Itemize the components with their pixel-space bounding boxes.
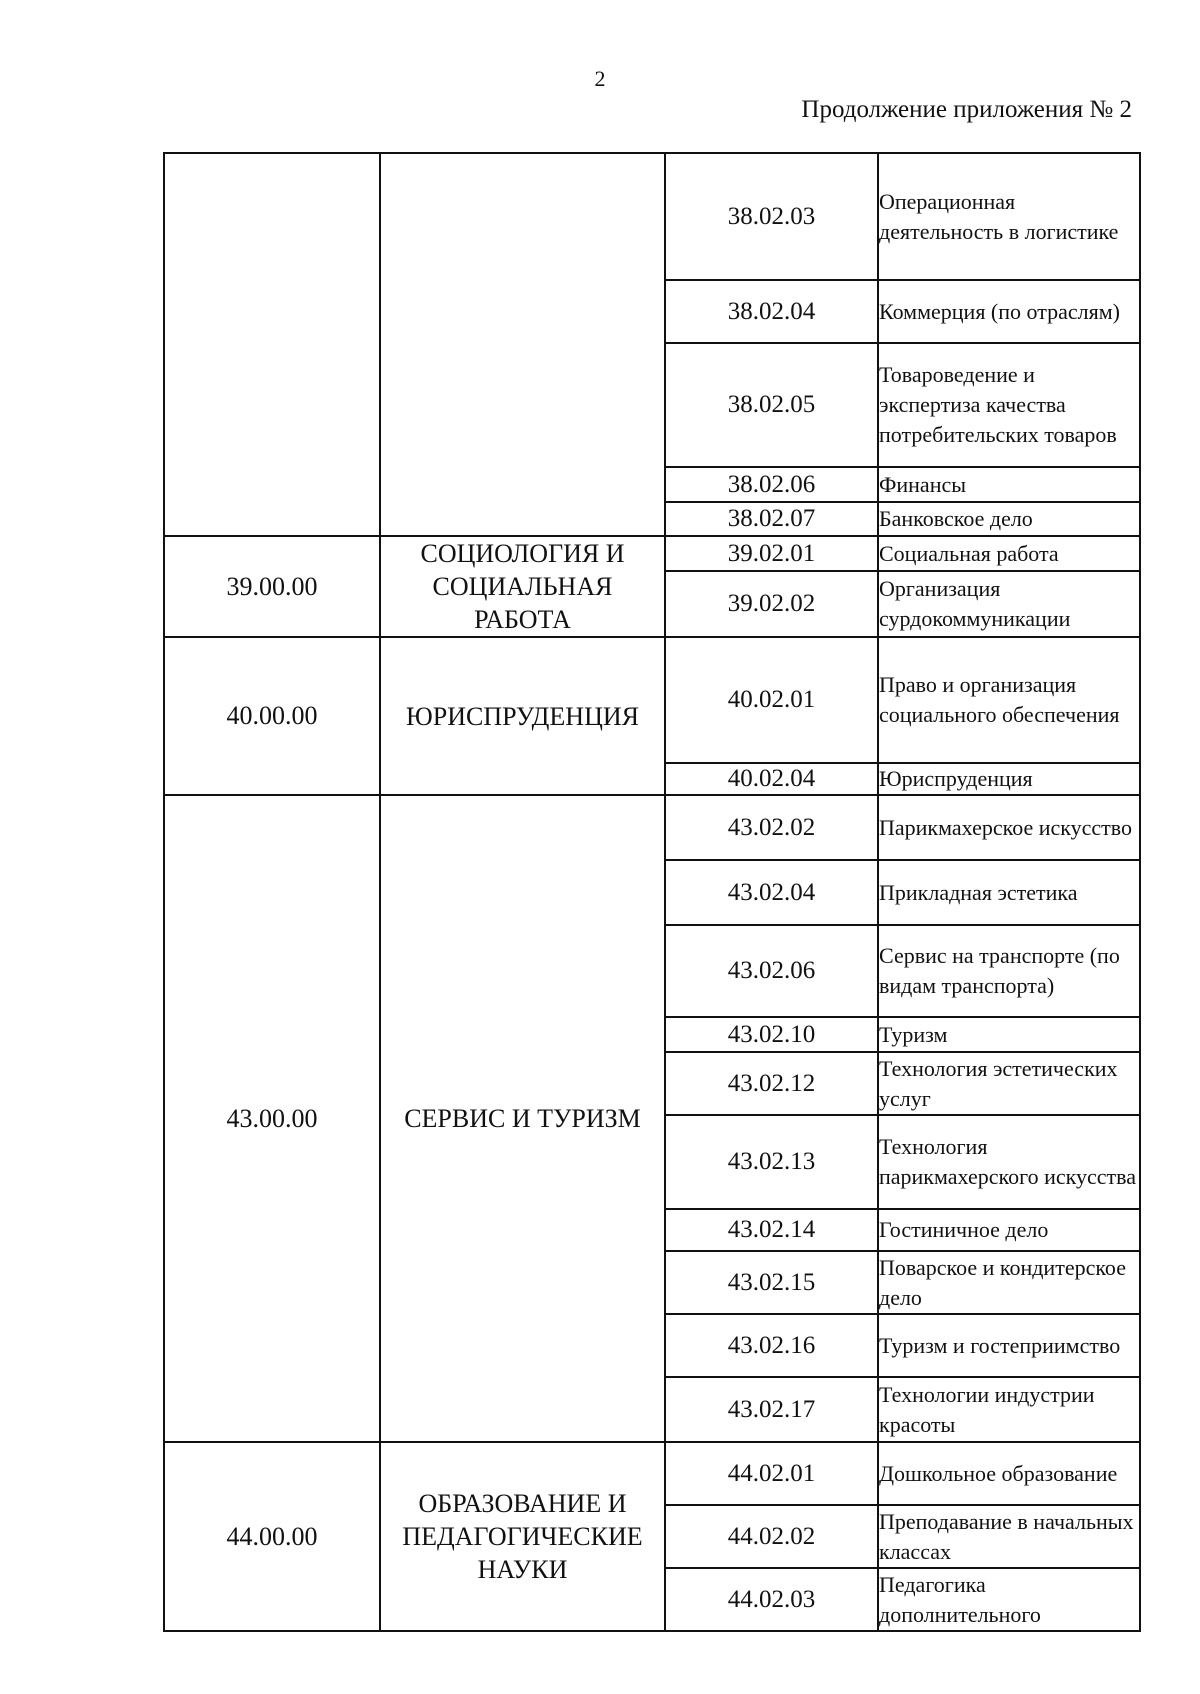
specialty-name: Юриспруденция xyxy=(878,763,1140,795)
specialty-code: 40.02.04 xyxy=(665,763,878,795)
specialty-code: 44.02.03 xyxy=(665,1568,878,1631)
group-code-cell: 44.00.00 xyxy=(164,1442,380,1631)
specialties-table xyxy=(163,152,1141,1632)
specialty-name: Парикмахерское искусство xyxy=(878,795,1140,860)
specialty-code: 39.02.01 xyxy=(665,536,878,571)
specialty-name: Поварское и кондитерское дело xyxy=(878,1251,1140,1314)
specialty-name: Туризм xyxy=(878,1017,1140,1052)
group-name-cell: СОЦИОЛОГИЯ И СОЦИАЛЬНАЯ РАБОТА xyxy=(380,536,665,637)
specialty-name: Прикладная эстетика xyxy=(878,860,1140,925)
specialty-code: 38.02.06 xyxy=(665,467,878,502)
group-code-cell xyxy=(164,153,380,536)
specialty-code: 38.02.03 xyxy=(665,153,878,280)
specialty-name: Преподавание в начальных классах xyxy=(878,1505,1140,1568)
appendix-continuation-caption: Продолжение приложения № 2 xyxy=(801,96,1132,123)
group-code-cell: 39.00.00 xyxy=(164,536,380,637)
specialty-name: Финансы xyxy=(878,467,1140,502)
specialty-name: Технология эстетических услуг xyxy=(878,1052,1140,1115)
specialty-code: 43.02.16 xyxy=(665,1314,878,1377)
specialty-name: Гостиничное дело xyxy=(878,1209,1140,1251)
specialty-code: 43.02.10 xyxy=(665,1017,878,1052)
specialty-code: 43.02.06 xyxy=(665,925,878,1017)
specialty-code: 43.02.02 xyxy=(665,795,878,860)
group-name-cell: ЮРИСПРУДЕНЦИЯ xyxy=(380,637,665,795)
specialty-name: Социальная работа xyxy=(878,536,1140,571)
specialty-name: Педагогика дополнительного xyxy=(878,1568,1140,1631)
page-number: 2 xyxy=(594,66,606,91)
specialty-name: Технология парикмахерского искусства xyxy=(878,1115,1140,1209)
group-code-cell: 43.00.00 xyxy=(164,795,380,1442)
specialty-code: 38.02.05 xyxy=(665,343,878,467)
specialty-code: 38.02.07 xyxy=(665,502,878,536)
specialty-name: Сервис на транспорте (по видам транспорта) xyxy=(878,925,1140,1017)
specialty-code: 43.02.17 xyxy=(665,1377,878,1442)
specialty-code: 43.02.04 xyxy=(665,860,878,925)
group-name-cell: ОБРАЗОВАНИЕ И ПЕДАГОГИЧЕСКИЕ НАУКИ xyxy=(380,1442,665,1631)
specialty-code: 39.02.02 xyxy=(665,571,878,637)
specialty-code: 38.02.04 xyxy=(665,280,878,343)
specialty-code: 43.02.14 xyxy=(665,1209,878,1251)
table-row xyxy=(164,795,1140,860)
table-row xyxy=(164,153,1140,280)
specialty-code: 40.02.01 xyxy=(665,637,878,763)
specialty-code: 43.02.15 xyxy=(665,1251,878,1314)
table-row xyxy=(164,1442,1140,1505)
specialty-name: Товароведение и экспертиза качества потребительских товаров xyxy=(878,343,1140,467)
group-name-cell xyxy=(380,153,665,536)
specialty-name: Технологии индустрии красоты xyxy=(878,1377,1140,1442)
specialty-name: Банковское дело xyxy=(878,502,1140,536)
specialty-code: 43.02.12 xyxy=(665,1052,878,1115)
specialty-name: Дошкольное образование xyxy=(878,1442,1140,1505)
group-name-cell: СЕРВИС И ТУРИЗМ xyxy=(380,795,665,1442)
specialty-code: 43.02.13 xyxy=(665,1115,878,1209)
specialty-name: Туризм и гостеприимство xyxy=(878,1314,1140,1377)
specialty-code: 44.02.01 xyxy=(665,1442,878,1505)
specialty-name: Коммерция (по отраслям) xyxy=(878,280,1140,343)
group-code-cell: 40.00.00 xyxy=(164,637,380,795)
specialty-code: 44.02.02 xyxy=(665,1505,878,1568)
specialty-name: Право и организация социального обеспечения xyxy=(878,637,1140,763)
specialty-name: Организация сурдокоммуникации xyxy=(878,571,1140,637)
specialty-name: Операционная деятельность в логистике xyxy=(878,153,1140,280)
table-row xyxy=(164,637,1140,763)
table-row xyxy=(164,536,1140,571)
